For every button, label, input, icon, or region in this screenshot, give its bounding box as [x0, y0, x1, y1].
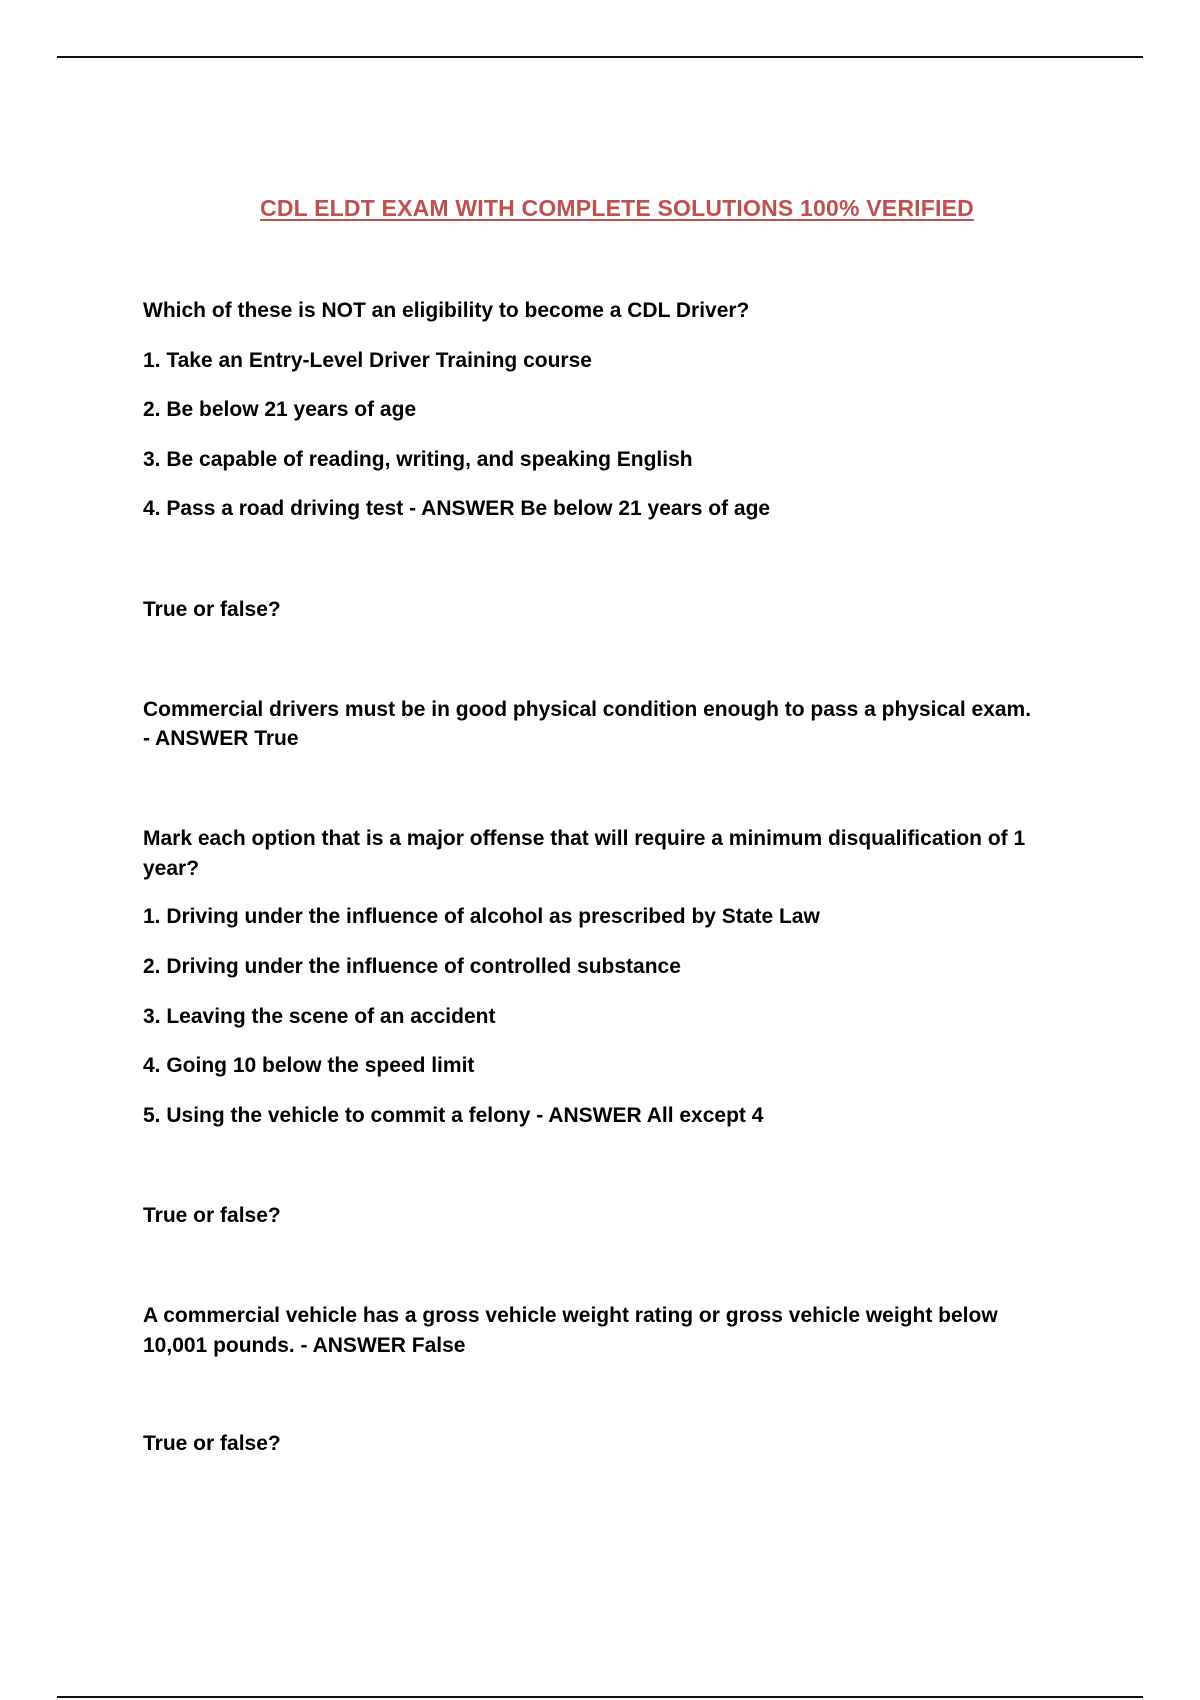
question-3-option-5-answer: 5. Using the vehicle to commit a felony - ANSWER All except 4 [143, 1104, 764, 1127]
question-2-statement-line-1: Commercial drivers must be in good physical condition enough to pass a physical exam. [143, 698, 1032, 721]
question-1-option-1: 1. Take an Entry-Level Driver Training course [143, 349, 592, 372]
question-3-option-2: 2. Driving under the influence of controlled substance [143, 955, 681, 978]
question-3-text-line-1: Mark each option that is a major offense that will require a minimum disqualification of 1 [143, 827, 1026, 850]
question-2-prompt: True or false? [143, 598, 281, 621]
question-3-option-3: 3. Leaving the scene of an accident [143, 1005, 496, 1028]
question-4-prompt: True or false? [143, 1204, 281, 1227]
question-3-text-line-2: year? [143, 857, 200, 880]
top-divider [57, 56, 1143, 58]
question-3-option-4: 4. Going 10 below the speed limit [143, 1054, 475, 1077]
question-4-answer: 10,001 pounds. - ANSWER False [143, 1334, 466, 1357]
question-1-option-4-answer: 4. Pass a road driving test - ANSWER Be below 21 years of age [143, 497, 771, 520]
question-1-option-3: 3. Be capable of reading, writing, and speaking English [143, 448, 693, 471]
question-5-prompt: True or false? [143, 1432, 281, 1455]
question-1-option-2: 2. Be below 21 years of age [143, 398, 417, 421]
page-title: CDL ELDT EXAM WITH COMPLETE SOLUTIONS 100% VERIFIED [260, 195, 974, 221]
question-4-statement-line-1: A commercial vehicle has a gross vehicle weight rating or gross vehicle weight below [143, 1304, 998, 1327]
question-2-answer: - ANSWER True [143, 727, 299, 750]
question-1-text: Which of these is NOT an eligibility to become a CDL Driver? [143, 299, 750, 322]
question-3-option-1: 1. Driving under the influence of alcohol as prescribed by State Law [143, 905, 820, 928]
bottom-divider [57, 1696, 1143, 1698]
